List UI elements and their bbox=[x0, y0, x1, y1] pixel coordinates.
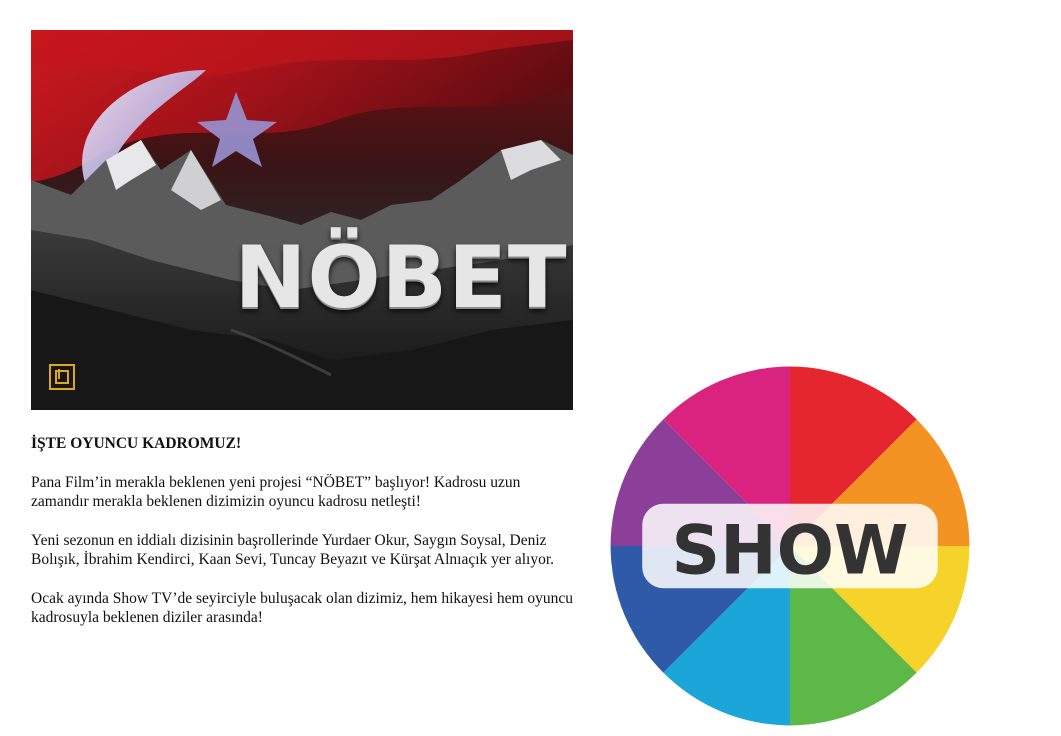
poster-artwork bbox=[31, 30, 573, 410]
show-tv-logo bbox=[519, 356, 1061, 736]
article-body bbox=[31, 434, 579, 647]
article-paragraph: Yeni sezonun en iddialı dizisinin başrollerinde Yurdaer Okur, Saygın Soysal, Deniz Bolışık, İbrahim Kendirci, Kaan Sevi, Tuncay Beyazıt ve Kürşat Alnıaçık yer alıyor. bbox=[31, 531, 555, 568]
svg-text:SHOW: SHOW bbox=[671, 510, 909, 590]
article-paragraph: Ocak ayında Show TV’de seyirciyle buluşacak olan dizimiz, hem hikayesi hem oyuncu kadrosuyla beklenen diziler arasında! bbox=[31, 589, 574, 626]
article-paragraph: Pana Film’in merakla beklenen yeni projesi “NÖBET” başlıyor! Kadrosu uzun zamandır merakla beklenen dizimizin oyuncu kadrosu netleşti! bbox=[31, 473, 521, 510]
pana-film-logo bbox=[49, 364, 75, 390]
poster-title: NÖBET bbox=[234, 228, 568, 328]
article-heading: İŞTE OYUNCU KADROMUZ! bbox=[31, 435, 242, 452]
